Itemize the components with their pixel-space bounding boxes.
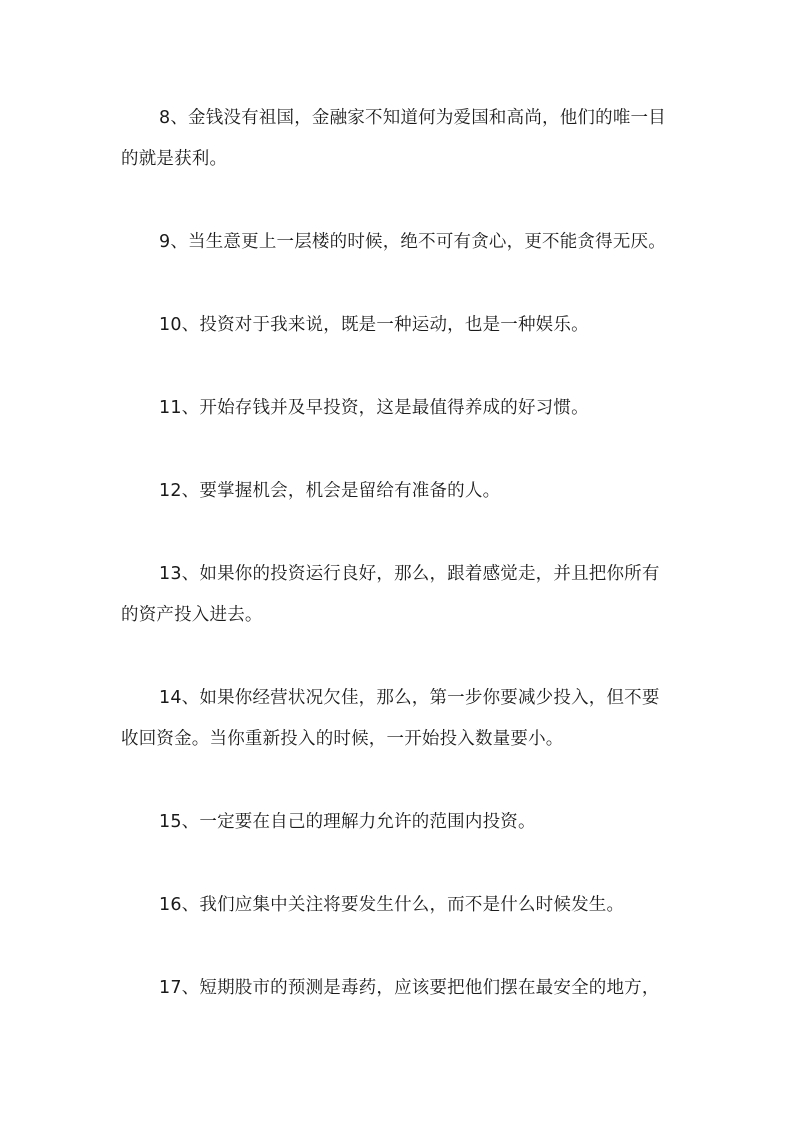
quote-paragraph-8: 8、金钱没有祖国，金融家不知道何为爱国和高尚，他们的唯一目的就是获利。 [121,108,666,169]
quote-paragraph-17: 17、短期股市的预测是毒药，应该要把他们摆在最安全的地方， [159,978,660,998]
quote-paragraph-14: 14、如果你经营状况欠佳，那么，第一步你要减少投入，但不要收回资金。当你重新投入的时候，一开始投入数量要小。 [121,688,660,749]
quote-paragraph-10: 10、投资对于我来说，既是一种运动，也是一种娱乐。 [159,315,589,335]
quote-paragraph-11: 11、开始存钱并及早投资，这是最值得养成的好习惯。 [159,398,589,418]
quote-paragraph-9: 9、当生意更上一层楼的时候，绝不可有贪心，更不能贪得无厌。 [159,232,666,252]
quote-paragraph-16: 16、我们应集中关注将要发生什么，而不是什么时候发生。 [159,895,625,915]
quote-paragraph-12: 12、要掌握机会，机会是留给有准备的人。 [159,481,501,501]
document-body [121,98,677,1051]
quote-paragraph-13: 13、如果你的投资运行良好，那么，跟着感觉走，并且把你所有的资产投入进去。 [121,564,660,625]
quote-paragraph-15: 15、一定要在自己的理解力允许的范围内投资。 [159,812,536,832]
